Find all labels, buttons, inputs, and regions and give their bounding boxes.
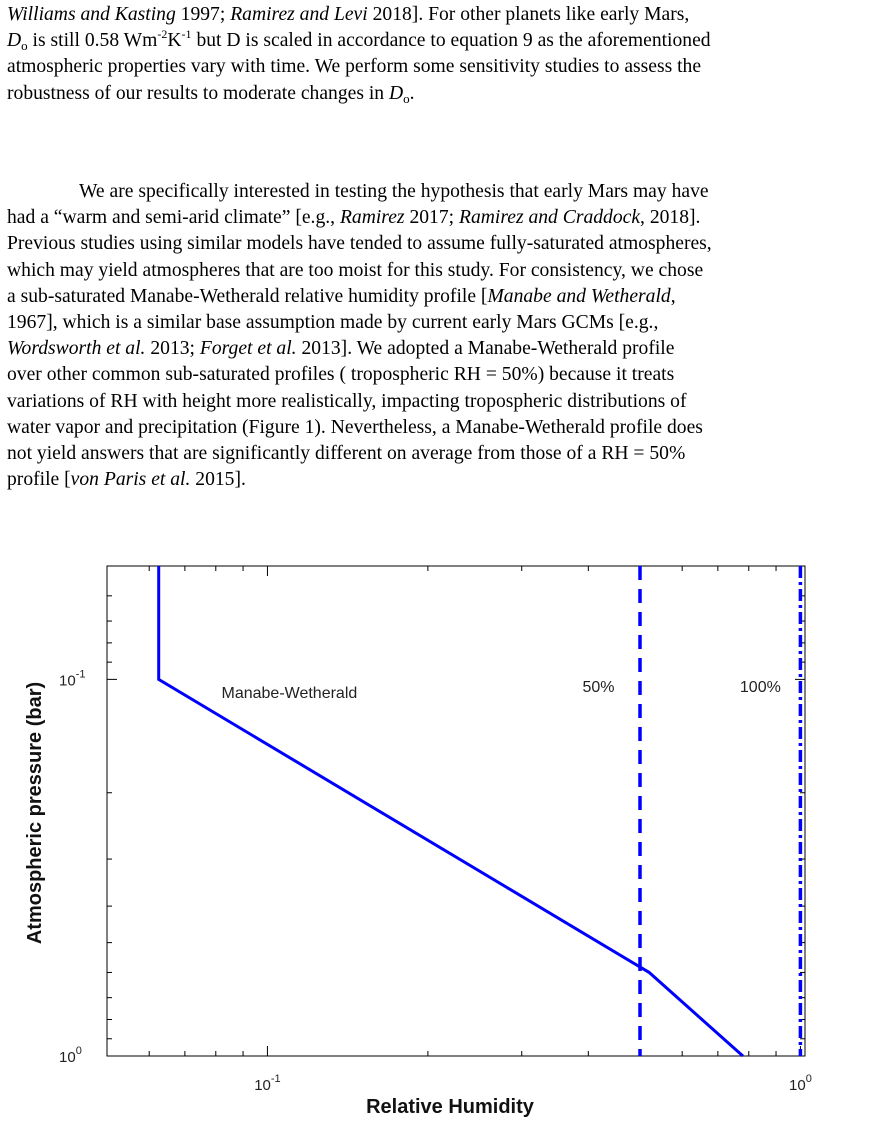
series-line-manabe-wetherald bbox=[159, 566, 743, 1056]
text-run: , bbox=[670, 285, 676, 307]
paragraph-1 bbox=[7, 2, 869, 107]
text-run: We are specifically interested in testing the hypothesis that early Mars may have bbox=[79, 181, 709, 202]
text-run: 1997; bbox=[175, 4, 231, 25]
text-line bbox=[7, 231, 869, 257]
text-line bbox=[7, 389, 869, 415]
x-tick-base: 10 bbox=[254, 1077, 271, 1094]
text-line bbox=[7, 441, 869, 467]
x-tick-label bbox=[254, 1073, 280, 1094]
text-run: o bbox=[21, 38, 28, 54]
x-tick-exp: 0 bbox=[805, 1073, 812, 1085]
text-run: 2013]. We adopted a Manabe-Wetherald profile bbox=[296, 338, 675, 360]
text-line bbox=[7, 310, 869, 336]
text-run: robustness of our results to moderate changes in bbox=[7, 82, 389, 104]
text-run: -2 bbox=[157, 27, 168, 42]
text-line bbox=[7, 81, 869, 107]
text-line bbox=[7, 2, 869, 28]
text-line bbox=[7, 205, 869, 231]
text-run: not yield answers that are significantly different on average from those of a RH = 50% bbox=[7, 443, 686, 465]
figure-1-relative-humidity-chart bbox=[0, 555, 875, 1123]
text-run: -1 bbox=[181, 27, 192, 42]
y-tick-label bbox=[59, 1045, 82, 1066]
text-run: Manabe and Wetherald bbox=[487, 285, 671, 307]
text-run: a sub-saturated Manabe-Wetherald relative humidity profile [ bbox=[7, 285, 488, 307]
text-run: o bbox=[403, 90, 410, 106]
text-line bbox=[7, 415, 869, 441]
text-run: had a “warm and semi-arid climate” [e.g., bbox=[7, 207, 340, 229]
annotation-label: 100% bbox=[739, 678, 781, 696]
annotation-label: 50% bbox=[582, 678, 615, 696]
text-run: , 2018]. bbox=[640, 207, 701, 229]
text-run: but D is scaled in accordance to equation 9 as the aforementioned bbox=[191, 30, 711, 52]
y-tick-exp: 0 bbox=[75, 1045, 82, 1057]
text-run: 1967], which is a similar base assumption made by current early Mars GCMs [e.g., bbox=[7, 312, 659, 334]
text-run: Ramirez and Craddock bbox=[458, 207, 641, 229]
text-run: Wordsworth et al. bbox=[7, 338, 146, 360]
text-run: atmospheric properties vary with time. We perform some sensitivity studies to assess the bbox=[7, 56, 702, 78]
text-line bbox=[7, 54, 869, 80]
x-tick-base: 10 bbox=[789, 1077, 806, 1094]
text-run: water vapor and precipitation (Figure 1). Nevertheless, a Manabe-Wetherald profile does bbox=[7, 416, 703, 438]
y-tick-base: 10 bbox=[59, 1049, 76, 1066]
text-line bbox=[7, 467, 869, 493]
text-run: 2018]. For other planets like early Mars, bbox=[367, 4, 690, 25]
text-run: . bbox=[409, 82, 415, 104]
text-run: 2013; bbox=[145, 338, 200, 360]
text-run: Ramirez bbox=[339, 207, 405, 229]
text-line bbox=[7, 179, 869, 205]
text-run: Forget et al. bbox=[199, 338, 297, 360]
plot-frame bbox=[107, 566, 805, 1056]
y-tick-label bbox=[59, 668, 85, 689]
text-run: D bbox=[389, 82, 404, 104]
y-tick-base: 10 bbox=[59, 672, 76, 690]
y-axis-label: Atmospheric pressure (bar) bbox=[24, 681, 46, 945]
text-line bbox=[7, 362, 869, 388]
text-run: K bbox=[167, 30, 182, 52]
text-run: 2017; bbox=[404, 207, 459, 229]
x-axis-label: Relative Humidity bbox=[366, 1096, 534, 1118]
text-run: 2015]. bbox=[190, 469, 246, 491]
text-line bbox=[7, 336, 869, 362]
x-tick-label bbox=[789, 1073, 812, 1094]
text-run: profile [ bbox=[7, 469, 71, 491]
y-tick-exp: -1 bbox=[75, 668, 86, 681]
x-tick-exp: -1 bbox=[270, 1073, 281, 1085]
text-run: von Paris et al. bbox=[70, 469, 191, 491]
text-run: is still 0.58 Wm bbox=[27, 30, 158, 52]
text-line bbox=[7, 258, 869, 284]
text-run: Williams and Kasting bbox=[7, 4, 176, 25]
annotation-label: Manabe-Wetherald bbox=[221, 684, 358, 702]
text-line bbox=[7, 284, 869, 310]
text-run: over other common sub-saturated profiles ( tropospheric RH = 50%) because it treats bbox=[7, 364, 675, 386]
text-run: Previous studies using similar models have tended to assume fully-saturated atmospheres, bbox=[7, 233, 712, 255]
text-run: D bbox=[7, 30, 22, 52]
text-run: Ramirez and Levi bbox=[230, 4, 368, 25]
paragraph-2 bbox=[7, 179, 869, 493]
text-run: variations of RH with height more realistically, impacting tropospheric distributions of bbox=[7, 390, 687, 412]
text-run: which may yield atmospheres that are too moist for this study. For consistency, we chose bbox=[7, 259, 704, 281]
text-line bbox=[7, 28, 869, 54]
